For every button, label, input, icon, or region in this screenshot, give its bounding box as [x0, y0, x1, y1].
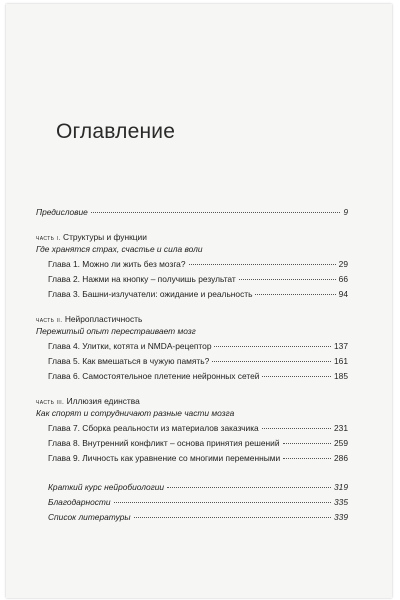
entry-page: 286: [334, 453, 348, 463]
dot-leader: [167, 487, 331, 488]
dot-leader: [283, 443, 332, 444]
part-subtitle: Пережитый опыт перестраивает мозг: [36, 326, 196, 336]
toc-entry-chapter: [48, 356, 348, 367]
dot-leader: [262, 428, 331, 429]
part-label: часть iii.: [36, 399, 65, 406]
part-heading: [36, 396, 140, 408]
toc-entry-chapter: [48, 341, 348, 352]
entry-label: Предисловие: [36, 207, 88, 217]
toc-entry-chapter: [48, 289, 348, 300]
chapter-title: Можно ли жить без мозга?: [82, 259, 186, 269]
dot-leader: [91, 212, 340, 213]
dot-leader: [262, 376, 331, 377]
dot-leader: [114, 502, 331, 503]
chapter-number: Глава 7.: [48, 423, 80, 433]
part-name: Иллюзия единства: [66, 396, 140, 406]
entry-page: 185: [334, 371, 348, 381]
chapter-title: Башни-излучатели: ожидание и реальность: [82, 289, 253, 299]
page-title: Оглавление: [56, 120, 176, 143]
dot-leader: [283, 458, 331, 459]
book-page: [6, 4, 392, 598]
part-name: Нейропластичность: [64, 314, 143, 324]
entry-page: 335: [334, 497, 348, 507]
chapter-number: Глава 8.: [48, 438, 80, 448]
part-heading: [36, 232, 147, 244]
part-label: часть i.: [36, 235, 61, 242]
chapter-title: Сборка реальности из материалов заказчика: [82, 423, 259, 433]
dot-leader: [239, 279, 336, 280]
toc-entry-chapter: [48, 423, 348, 434]
chapter-number: Глава 9.: [48, 453, 80, 463]
chapter-title: Личность как уравнение со многими переменными: [82, 453, 281, 463]
part-name: Структуры и функции: [63, 232, 147, 242]
entry-page: 29: [338, 259, 348, 269]
entry-page: 161: [334, 356, 348, 366]
part-label: часть ii.: [36, 317, 63, 324]
chapter-number: Глава 3.: [48, 289, 80, 299]
chapter-title: Самостоятельное плетение нейронных сетей: [82, 371, 260, 381]
chapter-number: Глава 5.: [48, 356, 80, 366]
dot-leader: [189, 264, 336, 265]
entry-label: Благодарности: [48, 497, 111, 507]
entry-page: 9: [343, 207, 348, 217]
part-subtitle: Где хранятся страх, счастье и сила воли: [36, 244, 203, 254]
dot-leader: [214, 346, 331, 347]
chapter-number: Глава 4.: [48, 341, 80, 351]
chapter-title: Как вмешаться в чужую память?: [82, 356, 210, 366]
toc-entry-back: [48, 482, 348, 493]
toc-entry-chapter: [48, 453, 348, 464]
chapter-title: Внутренний конфликт – основа принятия решений: [82, 438, 280, 448]
toc-entry-chapter: [48, 259, 348, 270]
chapter-number: Глава 1.: [48, 259, 80, 269]
part-heading: [36, 314, 142, 326]
chapter-number: Глава 2.: [48, 274, 80, 284]
entry-page: 66: [338, 274, 348, 284]
toc-entry-back: [48, 497, 348, 508]
part-subtitle: Как спорят и сотрудничают разные части мозга: [36, 408, 235, 418]
chapter-title: Нажми на кнопку – получишь результат: [82, 274, 236, 284]
entry-page: 339: [334, 512, 348, 522]
entry-page: 259: [334, 438, 348, 448]
toc-entry-back: [48, 512, 348, 523]
dot-leader: [134, 517, 331, 518]
chapter-number: Глава 6.: [48, 371, 80, 381]
dot-leader: [255, 294, 335, 295]
entry-label: Краткий курс нейробиологии: [48, 482, 165, 492]
entry-page: 137: [334, 341, 348, 351]
entry-label: Список литературы: [48, 512, 131, 522]
toc-entry-chapter: [48, 438, 348, 449]
toc-entry-preface: [36, 207, 348, 218]
toc-entry-chapter: [48, 371, 348, 382]
chapter-title: Улитки, котята и NMDA-рецептор: [82, 341, 212, 351]
entry-page: 94: [338, 289, 348, 299]
entry-page: 231: [334, 423, 348, 433]
toc-entry-chapter: [48, 274, 348, 285]
dot-leader: [212, 361, 331, 362]
entry-page: 319: [334, 482, 348, 492]
